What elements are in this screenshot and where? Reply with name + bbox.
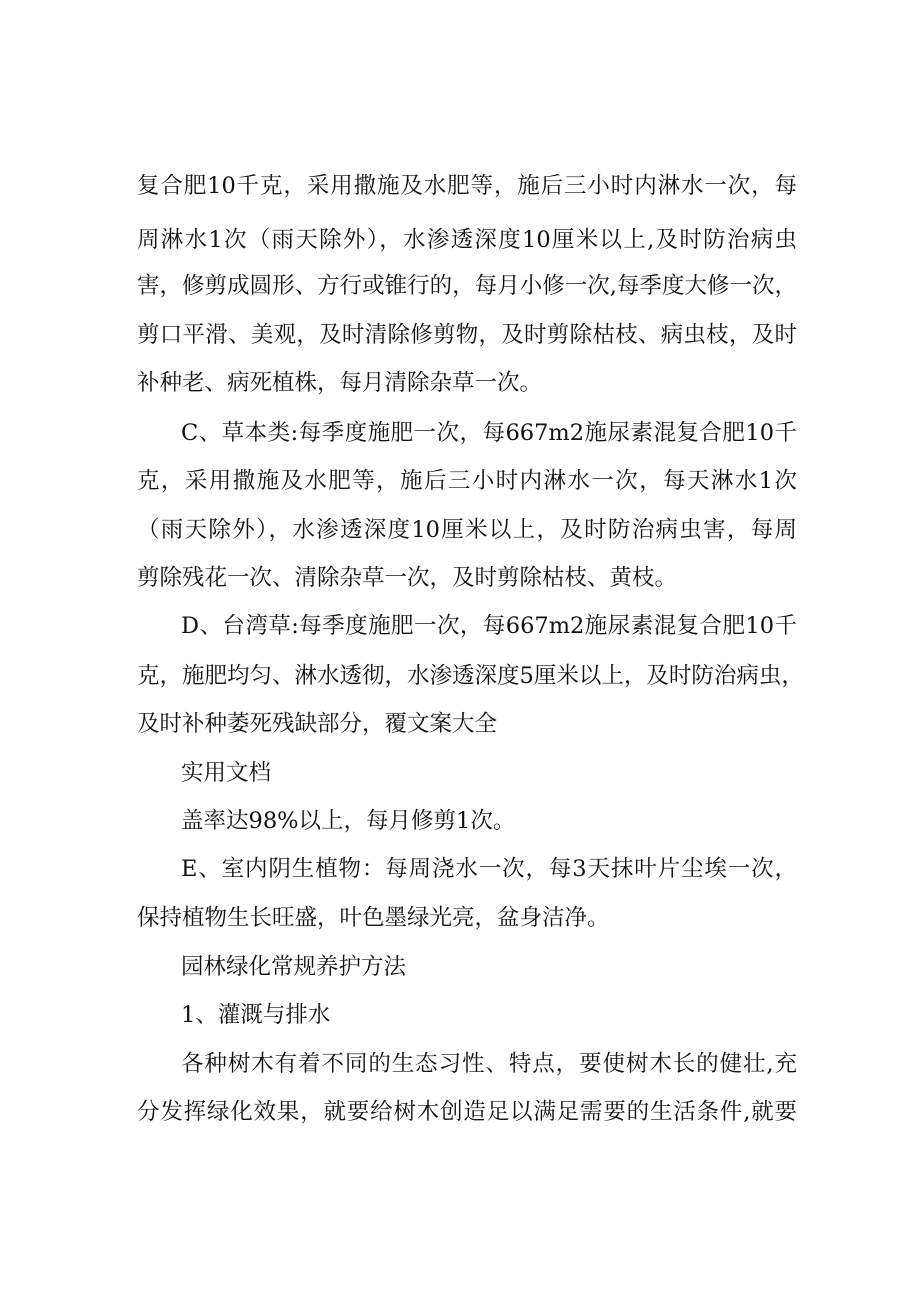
- text-line: 克，施肥均匀、淋水透彻，水渗透深度5厘米以上，及时防治病虫，: [137, 663, 804, 689]
- text-line: 及时补种萎死残缺部分，覆文案大全: [137, 711, 498, 737]
- text-line: 保持植物生长旺盛，叶色墨绿光亮，盆身洁净。: [137, 905, 610, 931]
- text-line: 克，采用撒施及水肥等，施后三小时内淋水一次，每天淋水1次: [137, 468, 797, 494]
- text-line: 周淋水1次（雨天除外），水渗透深度10厘米以上,及时防治病虫: [137, 227, 797, 253]
- section-d-heading-line: D、台湾草:每季度施肥一次，每667m2施尿素混复合肥10千: [181, 613, 797, 639]
- text-line: （雨天除外），水渗透深度10厘米以上，及时防治病虫害，每周: [137, 517, 797, 543]
- text-line: 复合肥10千克，采用撒施及水肥等，施后三小时内淋水一次，每: [137, 173, 797, 199]
- section-e-heading-line: E、室内阴生植物：每周浇水一次，每3天抹叶片尘埃一次，: [181, 856, 797, 882]
- text-line: 盖率达98%以上，每月修剪1次。: [181, 808, 516, 834]
- section-title: 园林绿化常规养护方法: [181, 954, 407, 980]
- section-c-heading-line: C、草本类:每季度施肥一次，每667m2施尿素混复合肥10千: [181, 420, 797, 446]
- text-line: 剪口平滑、美观，及时清除修剪物，及时剪除枯枝、病虫枝，及时: [137, 322, 797, 348]
- text-line: 剪除残花一次、清除杂草一次，及时剪除枯枝、黄枝。: [137, 565, 678, 591]
- text-line: 害，修剪成圆形、方行或锥行的，每月小修一次,每季度大修一次，: [137, 273, 797, 299]
- text-line: 分发挥绿化效果，就要给树木创造足以满足需要的生活条件,就要: [137, 1099, 797, 1125]
- text-line: 各种树木有着不同的生态习性、特点，要使树木长的健壮,充: [181, 1051, 797, 1077]
- text-line: 补种老、病死植株，每月清除杂草一次。: [137, 370, 543, 396]
- document-label: 实用文档: [181, 760, 272, 786]
- subsection-title: 1、灌溉与排水: [181, 1002, 331, 1028]
